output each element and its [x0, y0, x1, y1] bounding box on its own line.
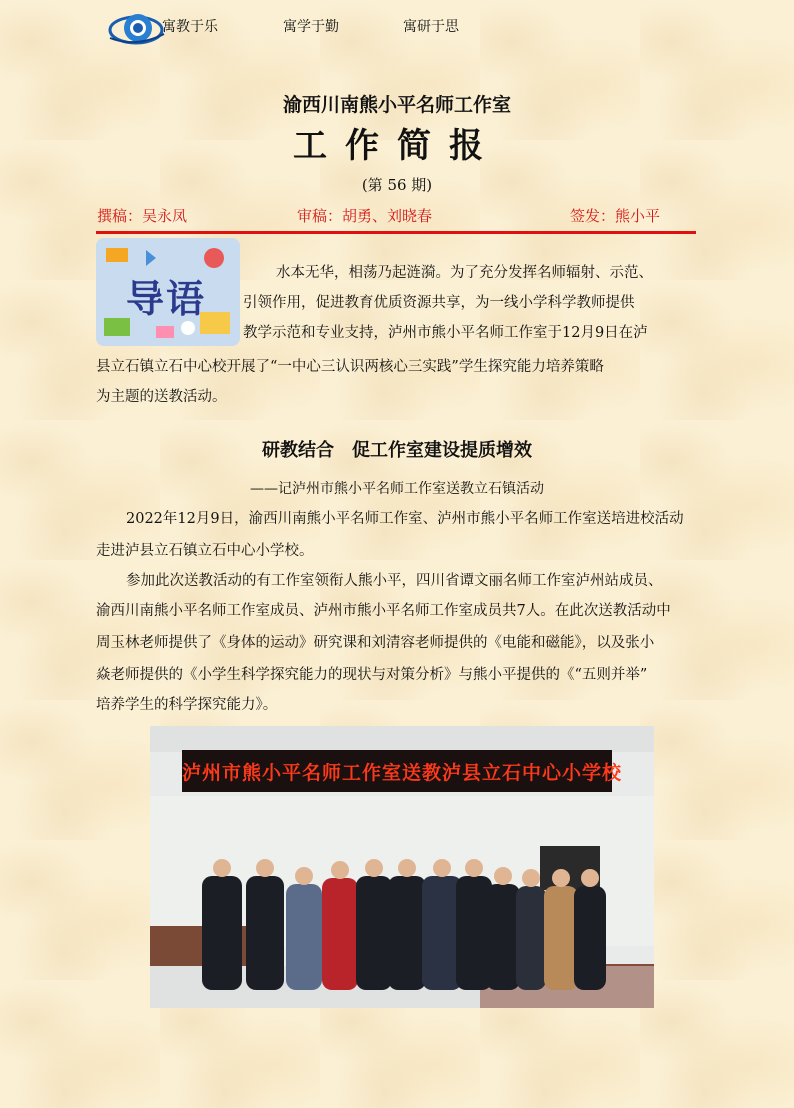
guide-line-2: 引领作用，促进教育优质资源共享，为一线小学科学教师提供	[243, 295, 635, 311]
school-logo-icon	[106, 8, 168, 48]
article-title: 研教结合 促工作室建设提质增效	[262, 440, 532, 461]
org-title: 渝西川南熊小平名师工作室	[282, 94, 511, 116]
para1-line-1: 2022年12月9日，渝西川南熊小平名师工作室、泸州市熊小平名师工作室送培进校活动	[126, 511, 684, 527]
photo-banner-text: 泸州市熊小平名师工作室送教泸县立石中心小学校	[182, 762, 623, 784]
para2-line-5: 培养学生的科学探究能力》。	[96, 697, 278, 713]
main-title: 工作简报	[293, 126, 501, 166]
writer-credit: 撰稿：吴永凤	[97, 207, 188, 225]
para2-line-4: 焱老师提供的《小学生科学探究能力的现状与对策分析》与熊小平提供的《“五则并举”	[96, 667, 648, 683]
article-subtitle: ——记泸州市熊小平名师工作室送教立石镇活动	[250, 481, 544, 497]
issue-number: (第 56 期)	[361, 176, 433, 194]
para2-line-2: 渝西川南熊小平名师工作室成员、泸州市熊小平名师工作室成员共7人。在此次送教活动中	[96, 603, 671, 619]
guide-image	[96, 238, 240, 346]
approver-credit: 签发：熊小平	[570, 207, 661, 225]
guide-line-4: 县立石镇立石中心校开展了“一中心三认识两核心三实践”学生探究能力培养策略	[96, 359, 604, 375]
para1-line-2: 走进泸县立石镇立石中心小学校。	[96, 543, 314, 559]
guide-line-3: 教学示范和专业支持，泸州市熊小平名师工作室于12月9日在泸	[243, 325, 648, 341]
guide-line-1: 水本无华，相荡乃起涟漪。为了充分发挥名师辐射、示范、	[276, 265, 653, 281]
motto-3: 寓研于思	[403, 19, 459, 35]
para2-line-1: 参加此次送教活动的有工作室领衔人熊小平，四川省谭文丽名师工作室泸州站成员、	[126, 573, 663, 589]
group-photo	[150, 726, 654, 1008]
guide-line-5: 为主题的送教活动。	[96, 389, 227, 405]
para2-line-3: 周玉林老师提供了《身体的运动》研究课和刘清容老师提供的《电能和磁能》，以及张小	[96, 635, 655, 651]
red-divider	[96, 231, 696, 234]
reviewer-credit: 审稿：胡勇、刘晓春	[297, 207, 433, 225]
motto-1: 寓教于乐	[162, 19, 218, 35]
motto-2: 寓学于勤	[283, 19, 339, 35]
guide-image-text: 导语	[126, 276, 207, 321]
